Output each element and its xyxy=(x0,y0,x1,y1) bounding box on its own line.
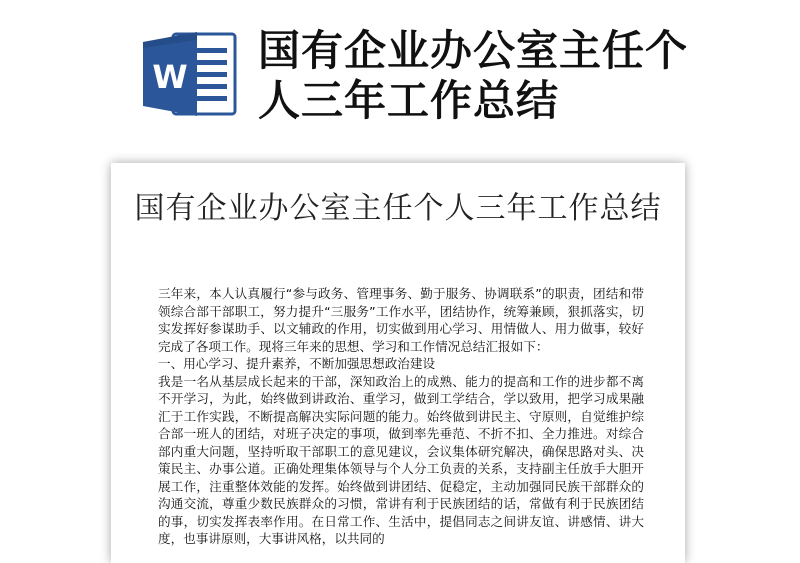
document-body xyxy=(158,285,644,548)
banner xyxy=(0,0,800,160)
document-title: 国有企业办公室主任个人三年工作总结 xyxy=(134,191,662,226)
banner-title: 国有企业办公室主任个人三年工作总结 xyxy=(258,26,689,125)
section-heading: 一、用心学习、提升素养，不断加强思想政治建设 xyxy=(158,356,436,371)
word-document-icon xyxy=(143,30,239,118)
paragraph-intro: 三年来，本人认真履行“参与政务、管理事务、勤于服务、协调联系”的职责，团结和带领综合部干部职工，努力提升“三服务”工作水平，团结协作，统筹兼顾，狠抓落实，切实发挥好参谋助手、以文辅政的作用，切实做到用心学习、用情做人、用力做事，较好完成了各项工作。现将三年来的思想、学习和工作情况总结汇报如下： xyxy=(158,286,644,354)
document-page xyxy=(111,163,685,563)
word-icon-letter: W xyxy=(152,58,188,96)
paragraph-body: 我是一名从基层成长起来的干部，深知政治上的成熟、能力的提高和工作的进步都不离不开学习，为此，始终做到讲政治、重学习，做到工学结合，学以致用，把学习成果融汇于工作实践，不断提高解决实际问题的能力。始终做到讲民主、守原则，自觉维护综合部一班人的团结，对班子决定的事项，做到率先垂范、不折不扣、全力推进。对综合部内重大问题，坚持听取干部职工的意见建议，会议集体研究解决，确保思路对头、决策民主、办事公道。正确处理集体领导与个人分工负责的关系，支持副主任放手大胆开展工作，注重整体效能的发挥。始终做到讲团结、促稳定，主动加强同民族干部群众的沟通交流，尊重少数民族群众的习惯，常讲有利于民族团结的话，常做有利于民族团结的事，切实发挥表率作用。在日常工作、生活中，提倡同志之间讲友谊、讲感情、讲大度，也事讲原则，大事讲风格，以共同的 xyxy=(158,373,644,546)
